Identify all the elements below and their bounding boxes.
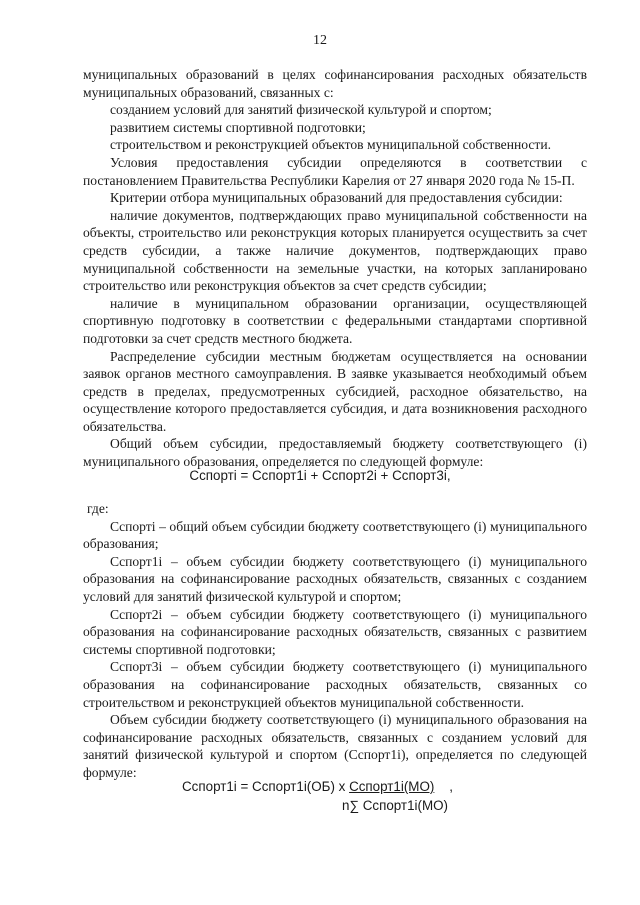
formula-denominator: n∑ Cспорт1i(МО): [342, 798, 448, 813]
paragraph: где:: [87, 501, 109, 516]
document-body: [83, 66, 587, 471]
list-item: созданием условий для занятий физической культурой и спортом;: [110, 102, 492, 118]
paragraph: наличие в муниципальном образовании организации, осуществляющей спортивную подготовку в соответствии с федеральными стандартами спортивной подготовки за счет средств местного бюджета.: [83, 295, 587, 346]
paragraph: Распределение субсидии местным бюджетам осуществляется на основании заявок органов местного самоуправления. В заявке указывается необходимый объем средств в пределах, предусмотренных субсидией, расходное обязательство, на осуществление которого предоставляется субсидия, и дата возникновения расходного обязательства.: [83, 348, 587, 434]
document-body-continued: [83, 500, 587, 782]
formula-total: Cспортi = Cспорт1i + Cспорт2i + Cспорт3i,: [189, 468, 451, 483]
list-item: развитием системы спортивной подготовки;: [110, 119, 366, 135]
definition-item: Cспорт2i – объем субсидии бюджету соответствующего (i) муниципального образования на софинансирование расходных обязательств, связанных с развитием системы спортивной подготовки;: [83, 606, 587, 657]
formula-sport1: [182, 778, 453, 796]
paragraph: муниципальных образований в целях софинансирования расходных обязательств муниципальных образований, связанных с:: [83, 67, 587, 100]
definition-item: Cспорт1i – объем субсидии бюджету соответствующего (i) муниципального образования на софинансирование расходных обязательств, связанных с созданием условий для занятий физической культурой и спортом;: [83, 553, 587, 604]
paragraph: Условия предоставления субсидии определяются в соответствии с постановлением Правительства Республики Карелия от 27 января 2020 года № 15-П.: [83, 154, 587, 188]
definition-item: Cспорт3i – объем субсидии бюджету соответствующего (i) муниципального образования на софинансирование расходных обязательств, связанных со строительством и реконструкцией объектов муниципальной собственности.: [83, 659, 587, 710]
formula-lhs: Cспорт1i = Cспорт1i(ОБ) x: [182, 779, 350, 794]
paragraph: наличие документов, подтверждающих право муниципальной собственности на объекты, строительство или реконструкция которых планируется осуществить за счет средств субсидии, а также наличие документов, подтверждающих право муниципальной собственности на земельные участки, на которых запланировано строительство или реконструкция объектов за счет средств субсидии;: [83, 207, 587, 294]
list-item: строительством и реконструкцией объектов муниципальной собственности.: [110, 137, 552, 153]
page-number: 12: [313, 33, 327, 48]
paragraph: Критерии отбора муниципальных образований для предоставления субсидии:: [110, 190, 563, 206]
definition-item: Cспортi – общий объем субсидии бюджету соответствующего (i) муниципального образования;: [83, 518, 587, 552]
paragraph: Объем субсидии бюджету соответствующего (i) муниципального образования на софинансирование расходных обязательств, связанных с созданием условий для занятий физической культурой и спортом (Cспорт1i), определяется по следующей формуле:: [83, 712, 587, 780]
formula-numerator: Cспорт1i(МО): [349, 779, 435, 794]
formula-comma: ,: [434, 779, 453, 794]
paragraph: Общий объем субсидии, предоставляемый бюджету соответствующего (i) муниципального образования, определяется по следующей формуле:: [83, 436, 587, 470]
